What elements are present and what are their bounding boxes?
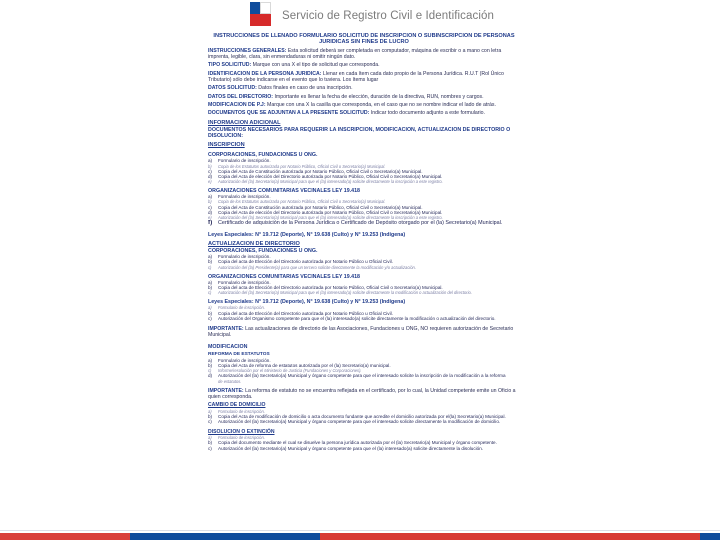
list-inscripcion-organizaciones xyxy=(208,194,520,226)
special-laws-actualizacion: Leyes Especiales: N° 19.712 (Deporte), N° 19.638 (Culto) y N° 19.253 (Indígena) xyxy=(208,299,406,306)
list-item: b) Copia del Acta de reforma de estatutos autorizada por el (la) Secretario(a) municipal. xyxy=(208,362,391,368)
important-note-actualizacion: IMPORTANTE: Las actualizaciones de directorio de las Asociaciones, Fundaciones u ONG, NO requieren autorización de Secretario Municipal. xyxy=(208,326,514,339)
heading-actualizacion-directorio: ACTUALIZACION DE DIRECTORIO xyxy=(208,240,300,247)
page-header xyxy=(0,0,720,30)
list-actualizacion-organizaciones xyxy=(208,280,520,296)
list-item: c) Autorización del (la) Presidente(a) para que un tercero solicite directamente la modificación y/o actualización. xyxy=(208,264,416,270)
footer-color-bar xyxy=(0,526,720,540)
paragraph-instrucciones-generales: INSTRUCCIONES GENERALES: Esta solicitud deberá ser completada en computador, máquina de escribir o a mano con letra imprenta, legible, clara, sin enmendaduras ni omitir ningún dato. xyxy=(208,47,502,61)
list-item: d) Autorización del (la) Secretario(a) Municipal y órgano competente para que el interesado solicite la inscripción de la modificación a la reforma xyxy=(208,373,506,379)
list-item: b) Copia del acta de Elección del Directorio autorizada por Notario Público u Oficial Civil. xyxy=(208,310,393,316)
list-actualizacion-leyes-especiales xyxy=(208,305,520,321)
list-disolucion xyxy=(208,435,520,451)
list-item: a) Formulario de inscripción. xyxy=(208,194,271,200)
list-cambio-domicilio xyxy=(208,409,520,425)
heading-informacion-adicional: INFORMACION ADICIONAL xyxy=(208,119,281,126)
document-title: INSTRUCCIONES DE LLENADO FORMULARIO SOLICITUD DE INSCRIPCION O SUBINSCRIPCION DE PERSONAS JURIDICAS SIN FINES DE LUCRO xyxy=(213,33,515,46)
list-item: b) Copia del acta de Elección del Directorio autorizada por Notario Público, Oficial Civil o Secretario(a) Municipal. xyxy=(208,284,443,290)
list-item: a) Formulario de inscripción. xyxy=(208,357,271,363)
list-item: d) Copia del Acta de elección del Directorio autorizada por Notario Público, Oficial Civil o Secretario(a) Municipal. xyxy=(208,209,443,215)
list-item: c) Autorización del (la) Secretario(a) Municipal y órgano competente para que el (la) interesado(a) solicite directamente la disolución. xyxy=(208,445,484,451)
list-item: e) Autorización del (la) Secretario(a) Municipal para que el (la) interesado(a) solicite directamente la inscripción a este registro. xyxy=(208,215,443,221)
paragraph-datos-solicitud: DATOS SOLICITUD: Datos finales en caso de una inscripción. xyxy=(208,85,353,92)
list-item: b) Copia del Acta de modificación de domicilio o acta documento fundante que acredite el domicilio autorizada por el(la) Secretario(a) Municipal. xyxy=(208,414,506,420)
list-item: c) Autorización del (la) Secretario(a) Municipal y órgano competente para que el interesado solicite directamente la modificación de domicilio. xyxy=(208,419,501,425)
list-item: e) Autorización del (la) Secretario(a) Municipal para que el (la) interesado(a) solicite directamente la inscripción a este registro. xyxy=(208,179,443,185)
list-item: c) Copia del Acta de Constitución autorizada por Notario Público, Oficial Civil o Secretario(a) Municipal. xyxy=(208,168,423,174)
list-item: b) Copia de los Estatutos autorizada por Notario Público, Oficial Civil o Secretario(a) Municipal. xyxy=(208,163,386,169)
list-modificacion xyxy=(208,358,520,384)
list-item: a) Formulario de inscripción. xyxy=(208,435,265,440)
paragraph-tipo-solicitud: TIPO SOLICITUD: Marque con una X el tipo de solicitud que corresponda. xyxy=(208,62,380,69)
list-inscripcion-corporaciones xyxy=(208,158,520,184)
list-item: a) Formulario de inscripción. xyxy=(208,408,265,414)
instructions-document xyxy=(208,33,520,519)
paragraph-identificacion: IDENTIFICACION DE LA PERSONA JURIDICA: Llenar en cada ítem cada dato propio de la Persona Jurídica. R.U.T (Rol Único Tributario) sólo debe indicarse en el evento que lo tuviera. Los ítems lugar xyxy=(208,70,504,83)
list-item: c) Copia del Acta de Constitución autorizada por Notario Público, Oficial Civil o Secretario(a) Municipal. xyxy=(208,204,423,210)
list-item: b) Copia del documento mediante el cual se disuelve la persona jurídica autorizada por el (la) Secretario(a) Municipal y órgano competente. xyxy=(208,440,497,446)
heading-modificacion: MODIFICACION xyxy=(208,343,248,350)
heading-cambio-domicilio: CAMBIO DE DOMICILIO xyxy=(208,402,266,409)
subheading-corporaciones: CORPORACIONES, FUNDACIONES U ONG. xyxy=(208,248,318,255)
list-item: b) Copia de los Estatutos autorizada por Notario Público, Oficial Civil o Secretario(a) Municipal. xyxy=(208,199,386,205)
list-item: c) Autorización del (la) Secretario(a) Municipal para que el (la) interesado(a) solicite directamente la modificación o actualización del directorio. xyxy=(208,290,472,295)
subheading-organizaciones-comunitarias: ORGANIZACIONES COMUNITARIAS VECINALES LEY 19.418 xyxy=(208,273,360,280)
subheading-corporaciones: CORPORACIONES, FUNDACIONES U ONG. xyxy=(208,152,318,159)
heading-inscripcion: INSCRIPCION xyxy=(208,142,245,149)
list-item: a) Formulario de inscripción. xyxy=(208,254,271,260)
paragraph-documentos-adjuntos: DOCUMENTOS QUE SE ADJUNTAN A LA PRESENTE SOLICITUD: Indicar todo documento adjunto a este formulario. xyxy=(208,110,485,117)
list-item: a) Formulario de inscripción. xyxy=(208,158,271,164)
list-actualizacion-corporaciones xyxy=(208,254,520,270)
header-title: Servicio de Registro Civil e Identificación xyxy=(282,10,495,22)
registro-civil-logo-icon xyxy=(250,2,271,26)
special-laws-inscripcion: Leyes Especiales: N° 19.712 (Deporte), N° 19.638 (Culto) y N° 19.253 (Indígena) xyxy=(208,231,406,238)
list-item: a) Formulario de inscripción. xyxy=(208,305,265,311)
subheading-organizaciones-comunitarias: ORGANIZACIONES COMUNITARIAS VECINALES LEY 19.418 xyxy=(208,188,360,195)
subheading-reforma-estatutos: REFORMA DE ESTATUTOS xyxy=(208,351,270,357)
paragraph-datos-directorio: DATOS DEL DIRECTORIO: Importante es llenar la fecha de elección, duración de la directiva, RUN, nombres y cargos. xyxy=(208,93,484,100)
important-note-modificacion: IMPORTANTE: La reforma de estatuto no se encuentra reflejada en el certificado, por lo cual, la Unidad competente emite un Oficio a quien corresponda. xyxy=(208,387,516,401)
heading-disolucion: DISOLUCION O EXTINCIÓN xyxy=(208,428,275,435)
list-item: f) Certificado de adquisición de la Persona Jurídica o Certificado de Depósito otorgado por el (la) Secretario(a) Municipal. xyxy=(208,220,503,227)
heading-documentos-necesarios: DOCUMENTOS NECESARIOS PARA REQUERIR LA INSCRIPCION, MODIFICACION, ACTUALIZACION DE DIRECTORIO O DISOLUCION: xyxy=(208,127,511,140)
paragraph-modificacion-pj: MODIFICACION DE P.J: Marque con una X la casilla que corresponda, en el caso que no se nombre indicar el lado de atrás. xyxy=(208,101,496,108)
list-item: a) Formulario de inscripción. xyxy=(208,279,271,285)
list-item: b) Copia del acta de Elección del Directorio autorizada por Notario Público u Oficial Civil. xyxy=(208,259,393,265)
list-item-continuation: de estatutos. xyxy=(218,378,242,384)
list-item: c) Informe/resolución por el Ministerio de Justicia (Fundaciones y Corporaciones). xyxy=(208,368,362,374)
list-item: d) Copia del Acta de elección del Directorio autorizada por Notario Público, Oficial Civil o Secretario(a) Municipal. xyxy=(208,174,443,180)
list-item: c) Autorización del Organismo competente para que el (la) interesado(a) solicite directamente la modificación o actualización del directorio. xyxy=(208,315,496,321)
